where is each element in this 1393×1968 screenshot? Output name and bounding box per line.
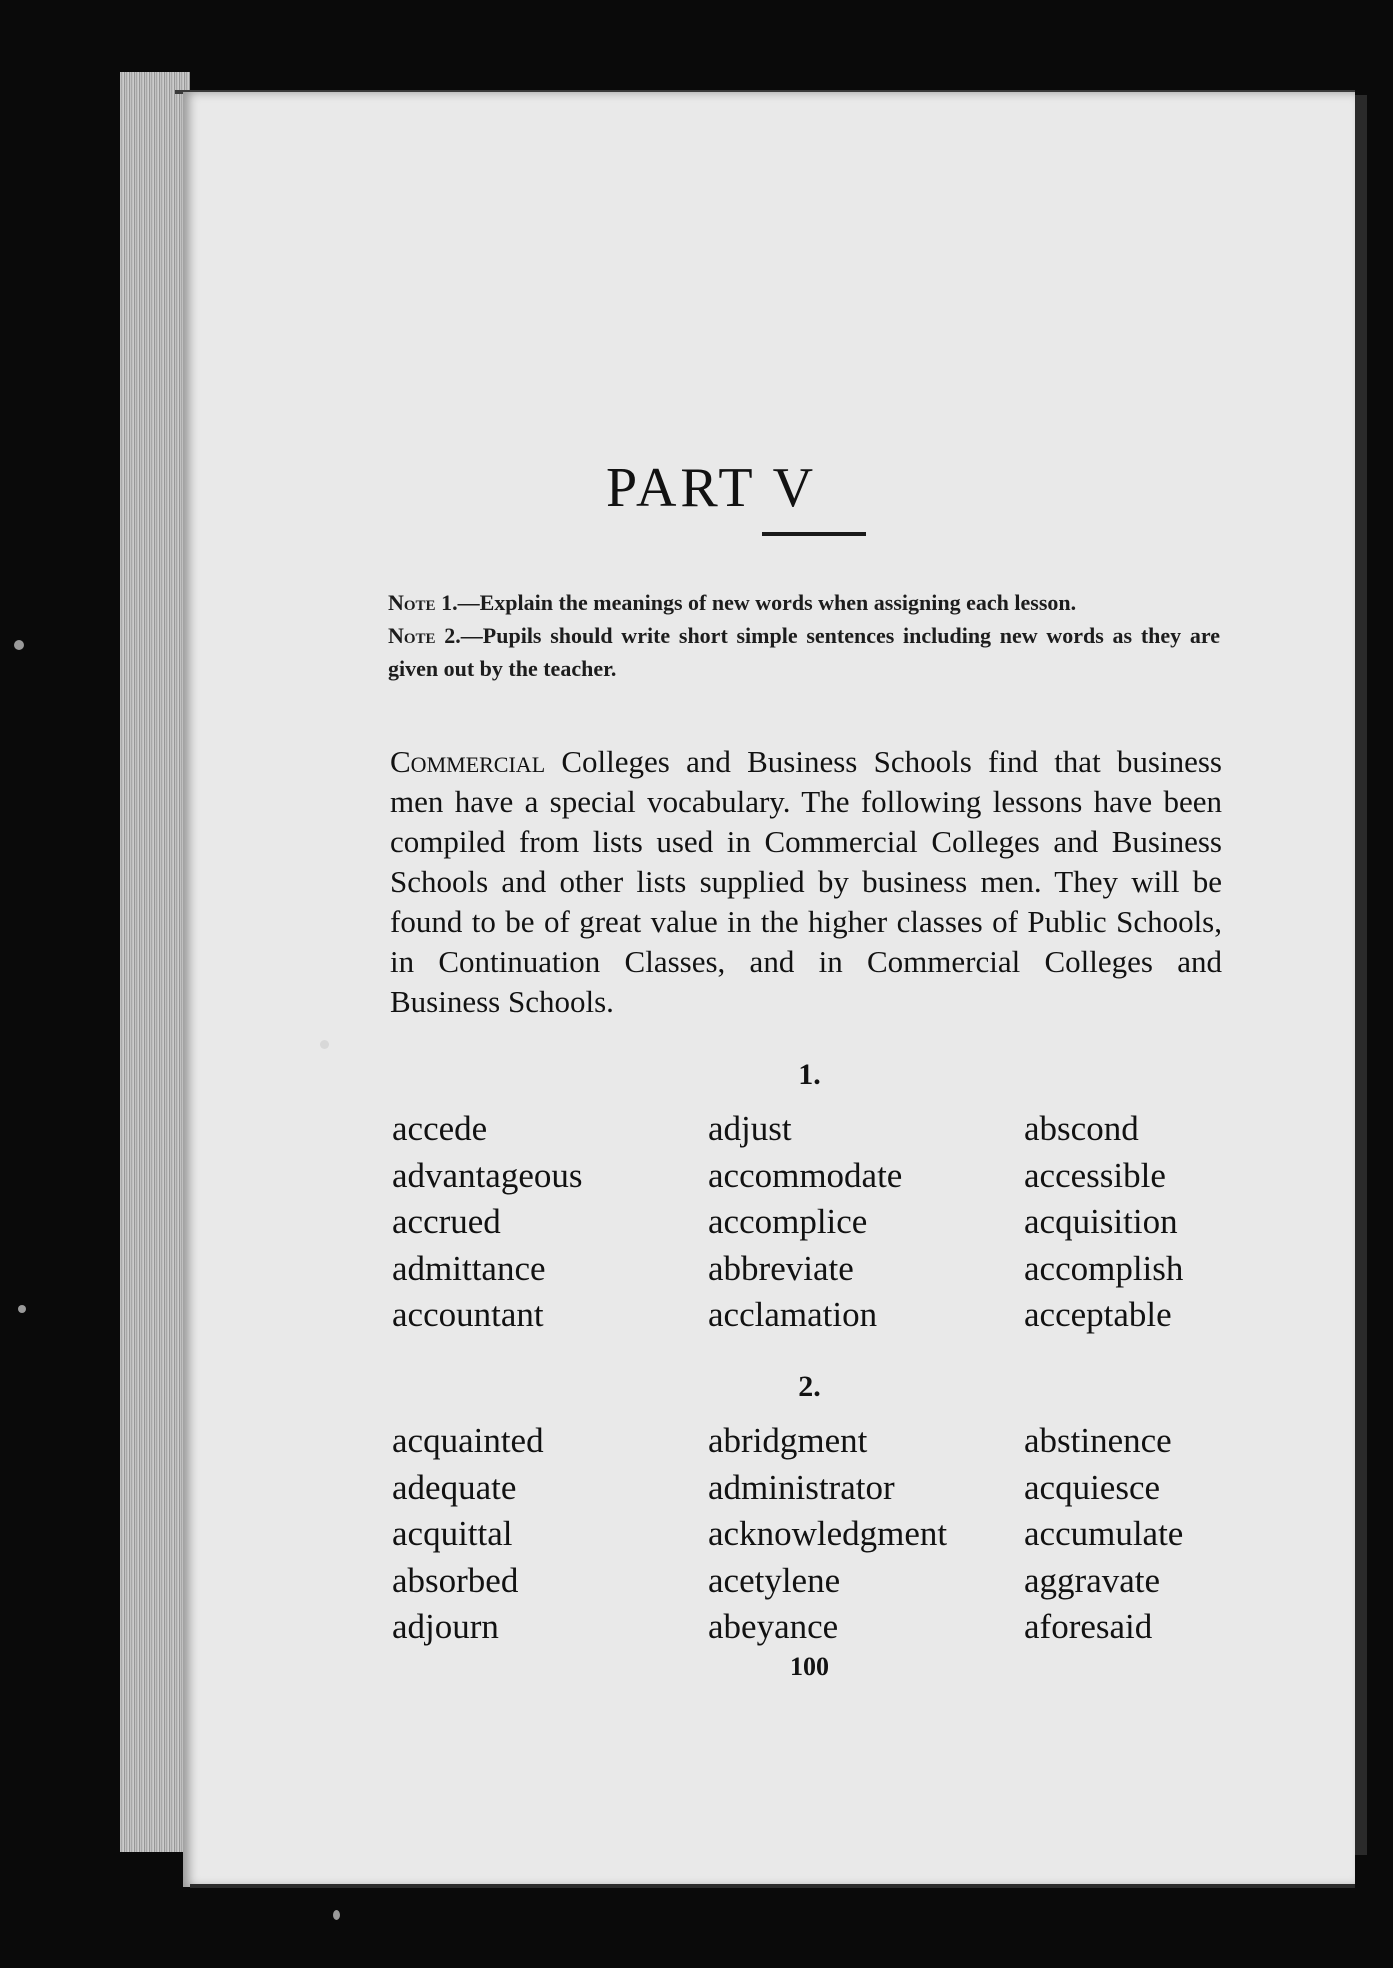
book-page-edges — [120, 72, 190, 1852]
word: accede — [392, 1109, 488, 1148]
word: accomplish — [1024, 1248, 1184, 1288]
word: acquisition — [1024, 1202, 1178, 1241]
word: acknowledgment — [708, 1514, 948, 1553]
dust-speck — [333, 1910, 340, 1920]
word: accomplice — [708, 1202, 868, 1241]
word: acetylene — [708, 1560, 841, 1600]
word: abscond — [1024, 1109, 1139, 1148]
word: adjust — [708, 1109, 792, 1148]
dust-speck — [14, 640, 24, 650]
intro-lead: Commercial — [390, 744, 546, 779]
word: advantageous — [392, 1155, 583, 1195]
word: abridgment — [708, 1421, 868, 1460]
word: aggravate — [1024, 1560, 1161, 1600]
intro-text: Colleges and Business Schools find that business men have a special vocabulary. The following lessons have been compiled from lists used in Commercial Colleges and Business Schools and other lists supplied by business men. They will be found to be of great value in the higher classes of Public Schools, in Continuation Classes, and in Commercial Colleges and Business Schools. — [390, 744, 1222, 1019]
note-label: Note 2. — [388, 623, 461, 648]
note-1 — [388, 586, 1220, 619]
dust-speck — [18, 1305, 26, 1313]
word: acclamation — [708, 1295, 878, 1334]
word: abstinence — [1024, 1421, 1172, 1460]
note-text: —Pupils should write short simple sentences including new words as they are given out by the teacher. — [388, 623, 1220, 681]
word: accumulate — [1024, 1514, 1184, 1553]
word: acquittal — [392, 1514, 513, 1553]
word: accrued — [392, 1202, 501, 1241]
word: abeyance — [708, 1607, 839, 1646]
word: admittance — [392, 1248, 546, 1288]
title-rule — [762, 532, 866, 536]
word: adjourn — [392, 1607, 499, 1646]
word: accommodate — [708, 1155, 903, 1195]
lesson-number: 1. — [798, 1058, 821, 1091]
word: acquainted — [392, 1421, 544, 1460]
note-label: Note 1. — [388, 590, 458, 615]
note-text: —Explain the meanings of new words when assigning each lesson. — [457, 590, 1077, 615]
word: acceptable — [1024, 1295, 1172, 1334]
book-right-edge — [1355, 95, 1367, 1855]
lesson-number: 2. — [798, 1370, 821, 1403]
word-list — [392, 1418, 1232, 1651]
notes-block — [388, 586, 1220, 685]
word: accountant — [392, 1295, 544, 1334]
word: abbreviate — [708, 1248, 854, 1288]
word: aforesaid — [1024, 1607, 1153, 1646]
dust-speck — [320, 1040, 329, 1049]
word: administrator — [708, 1467, 895, 1507]
word: acquiesce — [1024, 1467, 1161, 1507]
word: absorbed — [392, 1560, 519, 1600]
page-number: 100 — [790, 1652, 829, 1681]
part-title: PART V — [605, 456, 818, 519]
intro-paragraph — [390, 742, 1222, 1022]
note-2 — [388, 619, 1220, 685]
word-list — [392, 1106, 1232, 1339]
word: adequate — [392, 1467, 517, 1507]
word: accessible — [1024, 1155, 1166, 1195]
page-bottom-edge — [190, 1884, 1355, 1888]
